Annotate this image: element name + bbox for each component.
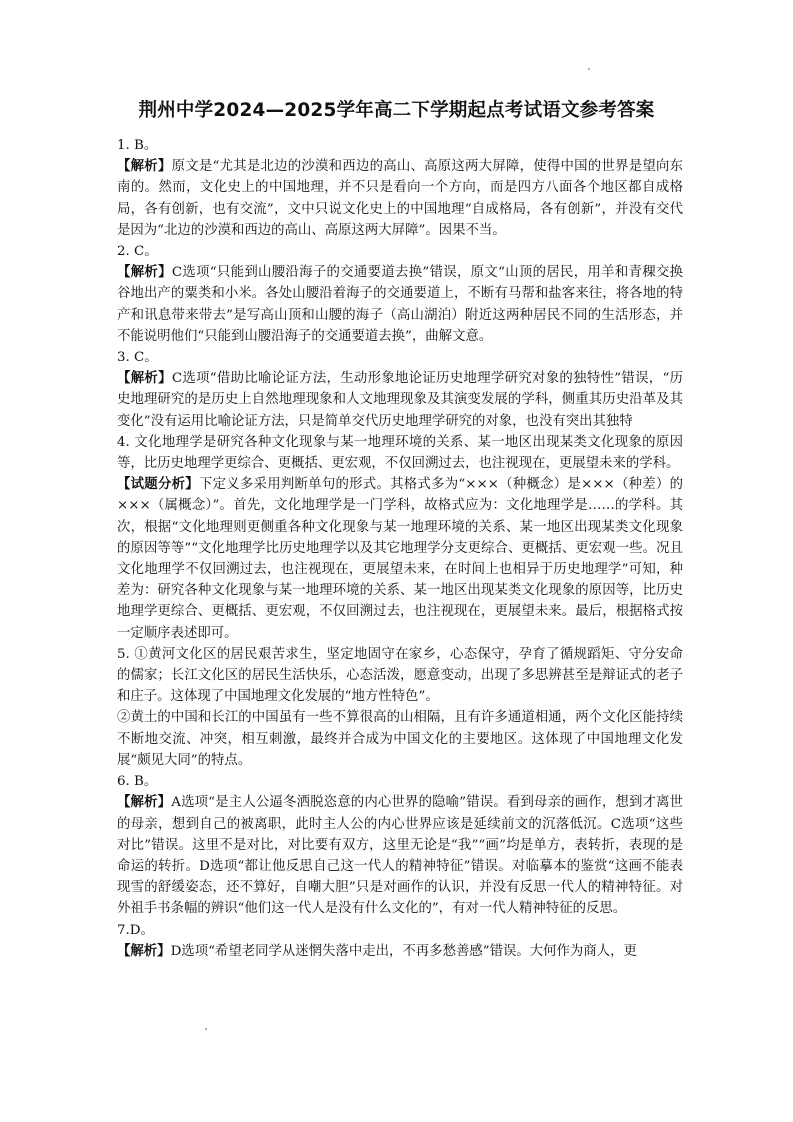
paragraph-text: 1. B。 bbox=[117, 138, 158, 153]
paragraph-text: ②黄土的中国和长江的中国虽有一些不算很高的山相隔，且有许多通道相通，两个文化区能持续不断地交流、冲突，相互刺激，最终并合成为中国文化的主要地区。这体现了中国地理文化发展“颇见大同”的特点。 bbox=[117, 710, 683, 768]
paragraph-text: 原文是“尤其是北边的沙漠和西边的高山、高原这两大屏障，使得中国的世界是望向东南的。然而，文化史上的中国地理，并不只是看向一个方向，而是四方八面各个地区都自成格局，各有创新，也有交流”，文中只说文化史上的中国地理“自成格局，各有创新”，并没有交代是因为“北边的沙漠和西边的高山、高原这两大屏障”。因果不当。 bbox=[117, 159, 684, 238]
paragraph-text: A选项“是主人公逼冬洒脱恣意的内心世界的隐喻”错误。看到母亲的画作，想到才离世的母亲，想到自己的被离职，此时主人公的内心世界应该是延续前文的沉落低沉。C选项“这些对比”错误。这里不是对比，对比要有双方，这里无论是“我”“画”均是单方，表转折，表现的是命运的转折。D选项“都让他反思自己这一代人的精神特征”错误。对临摹本的鉴赏“这画不能表现雪的舒缓姿态，还不算好，自嘲大胆”只是对画作的认识，并没有反思一代人的精神特征。对外祖手书条幅的辨识“他们这一代人是没有什么文化的”，有对一代人精神特征的反思。 bbox=[117, 795, 684, 917]
analysis-paragraph bbox=[117, 368, 683, 432]
analysis-paragraph bbox=[117, 262, 683, 347]
scan-speck-bottom bbox=[205, 1028, 207, 1030]
answer-paragraph bbox=[117, 241, 683, 262]
paragraph-text: 3. C。 bbox=[117, 350, 158, 366]
paragraph-text: 4. 文化地理学是研究各种文化现象与某一地理环境的关系、某一地区出现某类文化现象的原因等，比历史地理学更综合、更概括、更宏观，不仅回溯过去，也注视现在，更展望未来的学科。 bbox=[117, 434, 683, 472]
answer-paragraph bbox=[117, 644, 683, 708]
paragraph-text: 下定义多采用判断单句的形式。其格式多为“×××（种概念）是×××（种差）的×××（属概念）”。首先，文化地理学是一门学科，故格式应为：文化地理学是……的学科。其次，根据“文化地理则更侧重各种文化现象与某一地理环境的关系、某一地区出现某类文化现象的原因等等”“文化地理学比历史地理学以及其它地理学分支更综合、更概括、更宏观一些。况且文化地理学不仅回溯过去，也注视现在，更展望未来，在时间上也相异于历史地理学”可知，种差为：研究各种文化现象与某一地理环境的关系、某一地区出现某类文化现象的原因等，比历史地理学更综合、更概括、更宏观，不仅回溯过去，也注视现在，更展望未来。最后，根据格式按一定顺序表述即可。 bbox=[117, 477, 684, 641]
analysis-label: 【试题分析】 bbox=[117, 476, 199, 493]
answer-paragraph bbox=[117, 432, 683, 474]
page-title: 荆州中学2024—2025学年高二下学期起点考试语文参考答案 bbox=[138, 100, 655, 121]
paragraph-text: 6. B。 bbox=[117, 774, 158, 790]
paragraph-text: 7.D。 bbox=[117, 922, 154, 938]
analysis-paragraph bbox=[117, 941, 683, 962]
analysis-paragraph bbox=[117, 474, 683, 644]
analysis-label: 【解析】 bbox=[117, 158, 172, 175]
paragraph-text: 2. C。 bbox=[117, 244, 158, 260]
analysis-paragraph bbox=[117, 792, 683, 919]
analysis-label: 【解析】 bbox=[117, 942, 171, 959]
answer-paragraph bbox=[117, 771, 683, 792]
analysis-label: 【解析】 bbox=[117, 370, 172, 387]
answer-body bbox=[117, 135, 683, 962]
paragraph-text: D选项“希望老同学从迷惘失落中走出，不再多愁善感”错误。大何作为商人，更 bbox=[170, 943, 637, 959]
analysis-label: 【解析】 bbox=[117, 794, 172, 811]
answer-paragraph bbox=[117, 135, 683, 156]
answer-paragraph bbox=[117, 707, 683, 771]
analysis-label: 【解析】 bbox=[117, 264, 172, 281]
answer-paragraph bbox=[117, 347, 683, 368]
paragraph-text: 5. ①黄河文化区的居民艰苦求生，坚定地固守在家乡，心态保守，孕育了循规蹈矩、守分安命的儒家；长江文化区的居民生活快乐，心态活泼，愿意变动，出现了多思辨甚至是辩证式的老子和庄子。这体现了中国地理文化发展的“地方性特色”。 bbox=[117, 646, 683, 705]
paragraph-text: C选项“只能到山腰沿海子的交通要道去换”错误，原文“山顶的居民，用羊和青稞交换谷地出产的粟类和小米。各处山腰沿着海子的交通要道上，不断有马帮和盐客来往，将各地的特产和讯息带来带去”是写高山顶和山腰的海子（高山湖泊）附近这两种居民不同的生活形态，并不能说明他们“只能到山腰沿海子的交通要道去换”，曲解文意。 bbox=[117, 265, 684, 344]
paragraph-text: C选项“借助比喻论证方法，生动形象地论证历史地理学研究对象的独特性”错误，“历史地理研究的是历史上自然地理现象和人文地理现象及其演变发展的学科，侧重其历史沿革及其变化”没有运用比喻论证方法，只是简单交代历史地理学研究的对象，也没有突出其独特 bbox=[117, 371, 684, 429]
scan-speck-top bbox=[588, 68, 590, 70]
analysis-paragraph bbox=[117, 156, 683, 241]
answer-paragraph bbox=[117, 920, 683, 941]
